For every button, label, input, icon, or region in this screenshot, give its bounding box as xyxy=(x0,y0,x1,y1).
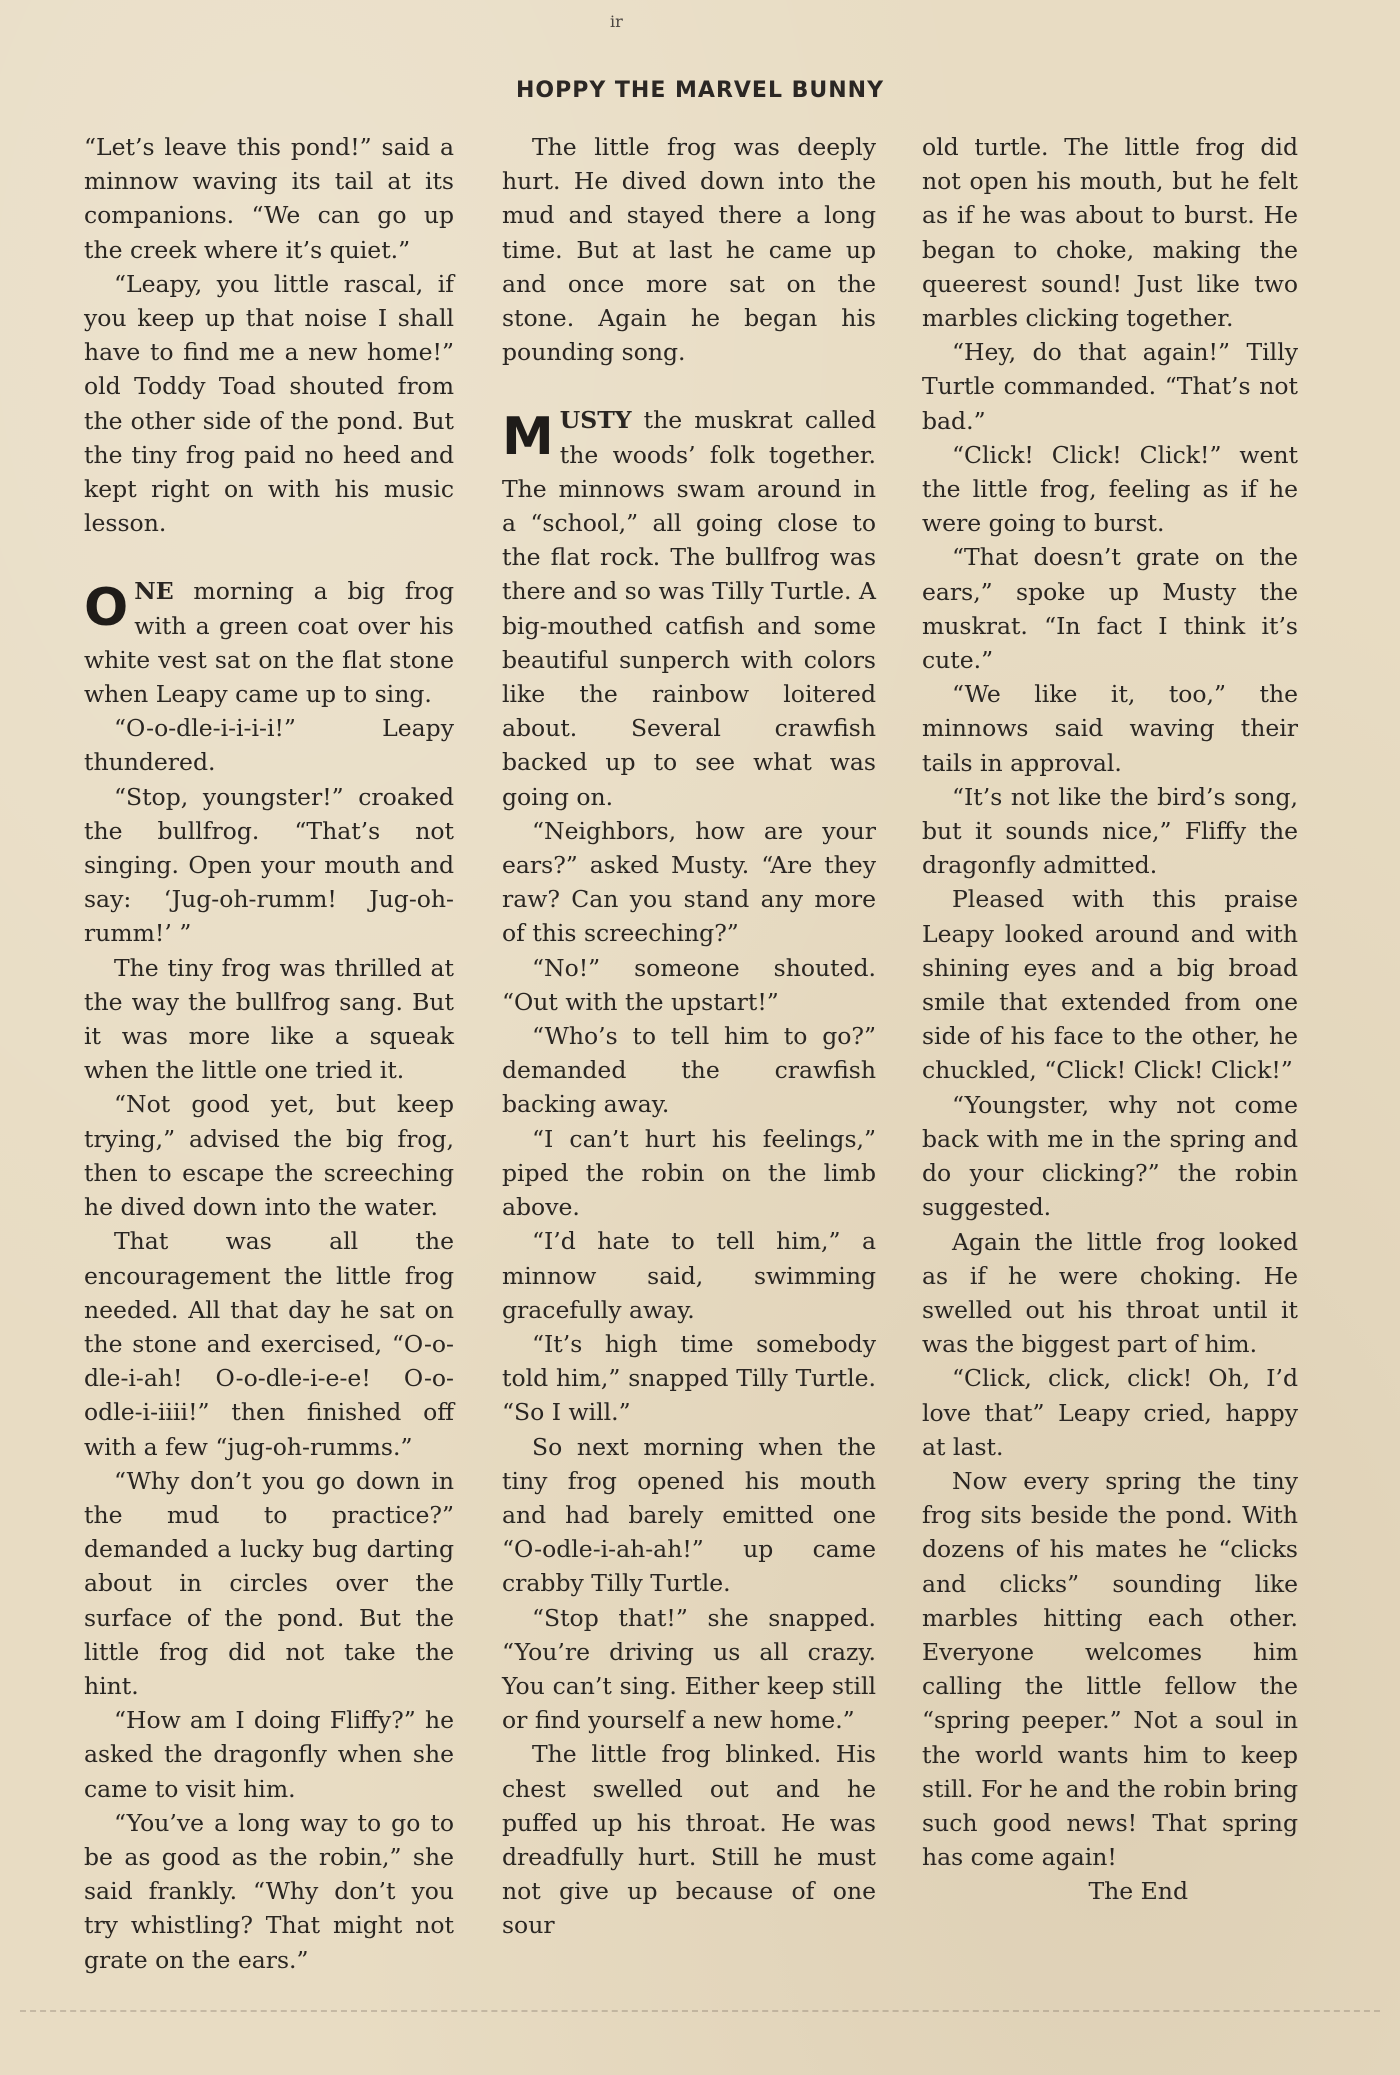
paragraph: “Stop that!” she snapped. “You’re driving us all crazy. You can’t sing. Either keep still or find yourself a new home.” xyxy=(502,1603,876,1735)
paragraph: “Let’s leave this pond!” said a minnow waving its tail at its companions. “We can go up the creek where it’s quiet.” xyxy=(84,133,454,264)
paragraph: The tiny frog was thrilled at the way the bullfrog sang. But it was more like a squeak when the little one tried it. xyxy=(84,953,454,1085)
lead-word: NE xyxy=(134,577,174,606)
paragraph: old turtle. The little frog did not open his mouth, but he felt as if he was about to burst. He began to choke, making the queerest sound! Just like two marbles clicking together. xyxy=(922,133,1298,333)
paragraph: “Click, click, click! Oh, I’d love that” Leapy cried, happy at last. xyxy=(922,1364,1298,1461)
page-bottom-rule xyxy=(20,2010,1380,2012)
paragraph: Again the little frog looked as if he were choking. He swelled out his throat until it was the biggest part of him. xyxy=(922,1227,1298,1359)
paragraph: “Why don’t you go down in the mud to practice?” demanded a lucky bug darting about in circles over the surface of the pond. But the little frog did not take the hint. xyxy=(84,1466,454,1700)
paragraph: “That doesn’t grate on the ears,” spoke up Musty the muskrat. “In fact I think it’s cute.” xyxy=(922,543,1298,675)
paragraph: “How am I doing Fliffy?” he asked the dragonfly when she came to visit him. xyxy=(84,1706,454,1803)
the-end: The End xyxy=(1088,1877,1188,1906)
paragraph: “Not good yet, but keep trying,” advised the big frog, then to escape the screeching he dived down into the water. xyxy=(84,1090,454,1222)
column-1 xyxy=(84,130,454,1977)
drop-cap: O xyxy=(84,578,129,639)
lead-word: USTY xyxy=(559,406,632,435)
section-opening-paragraph xyxy=(84,574,454,711)
paragraph: “I’d hate to tell him,” a minnow said, swimming gracefully away. xyxy=(502,1227,876,1324)
paragraph-text: morning a big frog with a green coat over his white vest sat on the flat stone when Leapy came up to sing. xyxy=(84,577,454,709)
paragraph: The little frog blinked. His chest swelled out and he puffed up his throat. He was dreadfully hurt. Still he must not give up because of one sour xyxy=(502,1740,876,1940)
section-opening-paragraph xyxy=(502,403,876,813)
paragraph: That was all the encouragement the little frog needed. All that day he sat on the stone and exercised, “O-o-dle-i-ah! O-o-dle-i-e-e! O-o-odle-i-iiii!” then finished off with a few “jug-oh-rumms.” xyxy=(84,1227,454,1461)
drop-cap: M xyxy=(502,407,554,468)
paragraph: “I can’t hurt his feelings,” piped the robin on the limb above. xyxy=(502,1124,876,1222)
column-3 xyxy=(922,130,1298,1909)
paragraph-text: the muskrat called the woods’ folk together. The minnows swam around in a “school,” all going close to the flat rock. The bullfrog was there and so was Tilly Turtle. A big-mouthed catfish and some beautiful sunperch with colors like the rainbow loitered about. Several crawfish backed up to see what was going on. xyxy=(502,406,876,811)
paragraph: “Neighbors, how are your ears?” asked Musty. “Are they raw? Can you stand any more of this screeching?” xyxy=(502,816,876,948)
paragraph: Pleased with this praise Leapy looked around and with shining eyes and a big broad smile that extended from one side of his face to the other, he chuckled, “Click! Click! Click!” xyxy=(922,885,1298,1085)
paragraph: “Who’s to tell him to go?” demanded the crawfish backing away. xyxy=(502,1022,876,1119)
paragraph: “You’ve a long way to go to be as good as the robin,” she said frankly. “Why don’t you try whistling? That might not grate on the ears.” xyxy=(84,1808,454,1974)
page-header-title: HOPPY THE MARVEL BUNNY xyxy=(515,78,885,103)
paragraph: “Youngster, why not come back with me in the spring and do your clicking?” the robin suggested. xyxy=(922,1090,1298,1222)
paragraph: So next morning when the tiny frog opened his mouth and had barely emitted one “O-odle-i-ah-ah!” up came crabby Tilly Turtle. xyxy=(502,1432,876,1598)
paragraph: The little frog was deeply hurt. He dived down into the mud and stayed there a long time. But at last he came up and once more sat on the stone. Again he began his pounding song. xyxy=(502,133,876,367)
page-mark: ir xyxy=(610,12,623,31)
paragraph: “We like it, too,” the minnows said waving their tails in approval. xyxy=(922,680,1298,777)
paragraph: “O-o-dle-i-i-i-i!” Leapy thundered. xyxy=(84,714,454,777)
paragraph: “It’s high time somebody told him,” snapped Tilly Turtle. “So I will.” xyxy=(502,1329,876,1427)
paragraph: “Stop, youngster!” croaked the bullfrog. “That’s not singing. Open your mouth and say: ‘Jug-oh-rumm! Jug-oh-rumm!’ ” xyxy=(84,782,454,948)
paragraph: “Click! Click! Click!” went the little frog, feeling as if he were going to burst. xyxy=(922,440,1298,538)
paragraph: “It’s not like the bird’s song, but it sounds nice,” Fliffy the dragonfly admitted. xyxy=(922,782,1298,880)
paragraph: “Hey, do that again!” Tilly Turtle commanded. “That’s not bad.” xyxy=(922,338,1298,435)
paragraph: “Leapy, you little rascal, if you keep up that noise I shall have to find me a new home!” old Toddy Toad shouted from the other side of the pond. But the tiny frog paid no heed and kept right on with his music lesson. xyxy=(84,269,454,538)
paragraph: Now every spring the tiny frog sits beside the pond. With dozens of his mates he “clicks and clicks” sounding like marbles hitting each other. Everyone welcomes him calling the little fellow the “spring peeper.” Not a soul in the world wants him to keep still. For he and the robin bring such good news! That spring has come again! xyxy=(922,1466,1298,1872)
paragraph: “No!” someone shouted. “Out with the upstart!” xyxy=(502,953,876,1016)
column-2 xyxy=(502,130,876,1943)
